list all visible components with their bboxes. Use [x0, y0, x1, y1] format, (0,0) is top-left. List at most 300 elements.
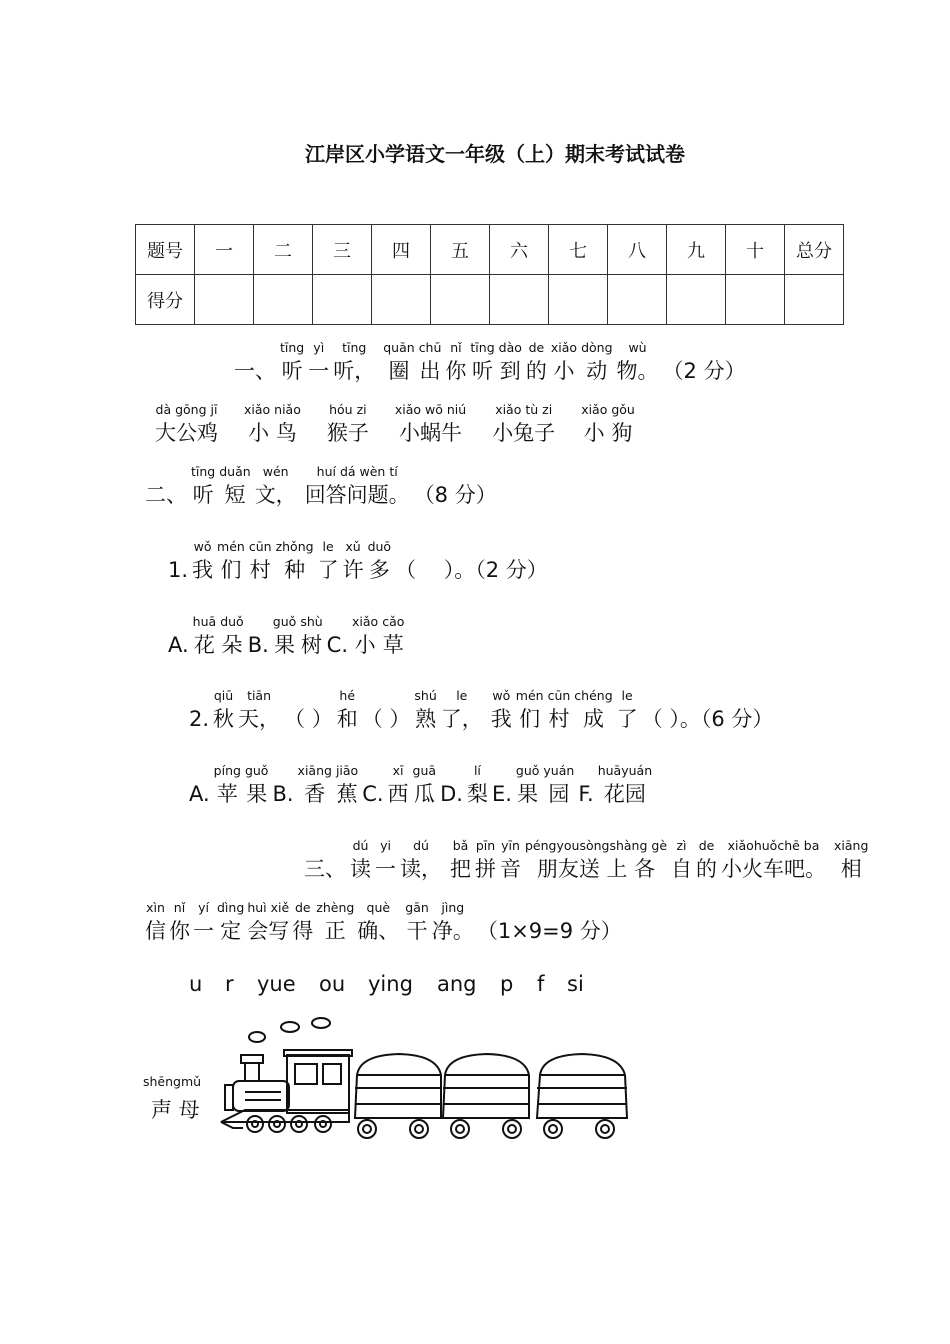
pinyin	[642, 688, 774, 704]
char-group	[327, 402, 369, 448]
score-row-label: 得分	[136, 275, 195, 325]
pinyin: de	[294, 900, 311, 915]
hanzi: 苹	[216, 782, 238, 806]
hanzi: 村	[249, 558, 271, 582]
char-group	[400, 838, 442, 884]
hanzi: 物。	[616, 359, 659, 383]
char-group	[551, 340, 577, 386]
char-group	[220, 614, 244, 660]
score-header-cell: 四	[372, 225, 431, 275]
pinyin: huì xiě	[247, 900, 290, 915]
wheel	[503, 1120, 521, 1138]
hanzi: 一	[375, 857, 396, 881]
char-group	[414, 464, 497, 510]
char-group	[450, 838, 471, 884]
hanzi: 花园	[603, 782, 646, 806]
wheel-hub	[601, 1125, 609, 1133]
hanzi: 果	[517, 782, 539, 806]
char-group	[543, 763, 574, 809]
pinyin: guǒ	[515, 763, 540, 778]
pinyin: pīn	[475, 838, 496, 853]
hanzi: 朋友送 上 各	[536, 857, 656, 881]
char-group	[445, 340, 466, 386]
char-group	[492, 763, 512, 809]
hanzi: 会写	[247, 919, 290, 943]
score-cell[interactable]	[313, 275, 372, 325]
char-group	[414, 688, 436, 734]
pinyin	[327, 614, 348, 630]
hanzi: 相	[840, 857, 862, 881]
pinyin: tīng	[342, 340, 367, 355]
char-group	[273, 614, 297, 660]
char-group	[213, 688, 234, 734]
score-header-cell: 二	[254, 225, 313, 275]
pinyin: bǎ	[452, 838, 469, 853]
char-group	[357, 900, 399, 946]
pinyin	[248, 614, 269, 630]
pinyin: yuán	[543, 763, 575, 778]
hanzi: （ ）。（6 分）	[641, 707, 774, 731]
pinyin	[395, 539, 548, 555]
hanzi: 们	[519, 707, 541, 731]
pinyin: hóu zi	[329, 402, 367, 417]
pinyin: yì	[313, 340, 325, 355]
pinyin: nǐ	[450, 340, 462, 355]
pinyin: xiǎo tù zi	[495, 402, 553, 417]
score-cell[interactable]	[195, 275, 254, 325]
pinyin: xiǎo	[550, 340, 578, 355]
train-illustration	[215, 1010, 645, 1145]
pinyin	[414, 464, 497, 480]
pinyin: cūn	[547, 688, 571, 703]
score-table-header-row	[136, 225, 844, 275]
char-group	[284, 688, 333, 734]
hanzi: 我	[192, 558, 214, 582]
char-group	[362, 688, 411, 734]
wheel-hub	[363, 1125, 371, 1133]
hanzi: C.	[326, 633, 349, 657]
hanzi: 拼	[475, 857, 496, 881]
hanzi: 的	[525, 359, 547, 383]
train-label: 声 母	[151, 1098, 200, 1122]
pinyin: yīn	[501, 838, 520, 853]
pinyin: xǔ	[345, 539, 361, 554]
char-group	[413, 763, 437, 809]
pinyin	[362, 763, 383, 779]
hanzi: 园	[548, 782, 570, 806]
hanzi: 小 鸟	[248, 421, 297, 445]
pinyin	[272, 763, 293, 779]
pinyin: tīng	[280, 340, 305, 355]
char-group	[467, 763, 488, 809]
hanzi: 蕉	[336, 782, 358, 806]
hanzi: （2 分）	[662, 359, 746, 383]
char-group	[441, 688, 483, 734]
wheel-hub	[415, 1125, 423, 1133]
pinyin-card[interactable]: f	[537, 972, 545, 996]
pinyin: jìng	[441, 900, 465, 915]
wagon-1	[355, 1054, 441, 1118]
char-group	[192, 539, 213, 585]
score-cell[interactable]	[549, 275, 608, 325]
pinyin-card[interactable]: u	[189, 972, 203, 996]
pinyin: duǒ	[220, 614, 244, 629]
score-cell[interactable]	[254, 275, 313, 325]
char-group	[155, 402, 218, 448]
char-group	[238, 688, 280, 734]
char-group	[368, 539, 392, 585]
hanzi: 动	[586, 359, 608, 383]
char-group	[405, 900, 429, 946]
hanzi: （ ）	[361, 707, 411, 731]
pinyin: dà gōng jī	[155, 402, 218, 417]
char-group	[298, 763, 332, 809]
pinyin: xiǎohuǒchē ba	[727, 838, 820, 853]
pinyin: cǎo	[382, 614, 405, 629]
hanzi: 大公鸡	[155, 421, 218, 445]
pinyin-card[interactable]: ying	[368, 972, 413, 996]
char-group	[395, 539, 548, 585]
hanzi: 们	[220, 558, 242, 582]
pinyin: huāyuán	[597, 763, 653, 778]
char-group	[327, 614, 348, 660]
char-group	[578, 763, 593, 809]
pinyin-card[interactable]: p	[500, 972, 514, 996]
pinyin: dú	[413, 838, 429, 853]
hanzi: 草	[382, 633, 404, 657]
locomotive	[221, 1050, 352, 1128]
char-group	[169, 900, 190, 946]
char-group	[292, 900, 313, 946]
hanzi: 西	[387, 782, 409, 806]
pinyin: xī	[392, 763, 404, 778]
pinyin: xiǎo niǎo	[244, 402, 301, 417]
hanzi: 的	[696, 857, 718, 881]
wheel-hub	[549, 1125, 557, 1133]
hanzi: 小蜗牛	[399, 421, 463, 445]
pinyin: wǒ	[193, 539, 212, 554]
wheel	[451, 1120, 469, 1138]
hanzi: 你	[445, 359, 467, 383]
smoke-puff	[312, 1018, 330, 1028]
hanzi: 树	[300, 633, 322, 657]
hanzi: 一、	[234, 359, 276, 383]
pinyin: duǎn	[219, 464, 251, 479]
pinyin	[304, 838, 346, 854]
hanzi: 成	[582, 707, 604, 731]
hanzi: 许	[342, 558, 364, 582]
pinyin-card[interactable]: ou	[319, 972, 346, 996]
pinyin: jiāo	[335, 763, 359, 778]
char-group	[214, 763, 241, 809]
char-group	[696, 838, 717, 884]
pinyin: xiāng	[834, 838, 869, 853]
char-group	[500, 838, 521, 884]
char-group	[395, 402, 466, 448]
hanzi: 信	[145, 919, 166, 943]
score-header-cell: 题号	[136, 225, 195, 275]
char-group	[305, 464, 410, 510]
wheel	[596, 1120, 614, 1138]
score-header-cell: 五	[431, 225, 490, 275]
hanzi: （ ）。（2 分）	[395, 558, 548, 582]
pinyin: dòng	[581, 340, 613, 355]
pinyin: huí dá wèn tí	[316, 464, 398, 479]
wheel-hub	[508, 1125, 516, 1133]
score-cell[interactable]	[372, 275, 431, 325]
char-group	[217, 539, 245, 585]
char-group	[617, 340, 659, 386]
hanzi: 出	[419, 359, 441, 383]
char-group	[234, 340, 276, 386]
score-header-cell: 总分	[785, 225, 844, 275]
char-group	[244, 402, 301, 448]
hanzi: 天，	[238, 707, 281, 731]
hanzi: 种	[284, 558, 306, 582]
pinyin	[492, 763, 512, 779]
pinyin: de	[528, 340, 545, 355]
char-group	[247, 900, 289, 946]
char-group	[581, 340, 612, 386]
smoke-puff	[281, 1022, 299, 1032]
hanzi: 把	[450, 857, 471, 881]
pinyin-card[interactable]: r	[225, 972, 234, 996]
hanzi: 小火车吧。	[721, 857, 827, 881]
char-group	[362, 763, 383, 809]
hanzi: B.	[272, 782, 294, 806]
pinyin	[189, 688, 209, 704]
pinyin: chéng	[574, 688, 613, 703]
question-2-options-1	[168, 614, 408, 660]
char-group	[193, 614, 217, 660]
char-group	[475, 838, 496, 884]
char-group	[663, 340, 746, 386]
wheel	[269, 1116, 285, 1132]
hanzi: 瓜	[413, 782, 435, 806]
char-group	[280, 340, 304, 386]
char-group	[191, 464, 215, 510]
char-group	[499, 340, 522, 386]
question-2-heading	[145, 464, 501, 510]
pinyin: tīng	[470, 340, 495, 355]
smoke-puff	[249, 1032, 265, 1042]
pinyin	[189, 763, 210, 779]
char-group	[375, 838, 396, 884]
score-header-cell: 六	[490, 225, 549, 275]
score-table-score-row	[136, 275, 844, 325]
pinyin-card[interactable]: si	[567, 972, 584, 996]
score-table	[135, 224, 844, 325]
hanzi: 了	[317, 558, 339, 582]
char-group	[525, 838, 667, 884]
wagon-2	[443, 1054, 529, 1118]
pinyin: xiāng	[297, 763, 332, 778]
char-group	[300, 614, 322, 660]
char-group	[193, 900, 214, 946]
page-title: 江岸区小学语文一年级（上）期末考试试卷	[305, 142, 685, 166]
char-group	[642, 688, 774, 734]
pinyin: péngyousòngshàng gè	[525, 838, 668, 853]
hanzi: 和	[336, 707, 358, 731]
hanzi: 听	[281, 359, 303, 383]
char-group	[337, 688, 358, 734]
pinyin: qiū	[213, 688, 234, 703]
char-group	[383, 340, 414, 386]
hanzi: （ ）	[284, 707, 333, 731]
char-group	[721, 838, 826, 884]
pinyin: píng	[213, 763, 241, 778]
char-group	[834, 838, 868, 884]
pinyin	[145, 464, 187, 480]
pinyin: wù	[628, 340, 647, 355]
wheel	[358, 1120, 376, 1138]
char-group	[516, 763, 540, 809]
wheel	[544, 1120, 562, 1138]
pinyin: dú	[352, 838, 369, 853]
pinyin: xiǎo wō niú	[394, 402, 467, 417]
wheel-hub	[296, 1121, 302, 1127]
hanzi: C.	[362, 782, 384, 806]
char-group	[168, 539, 188, 585]
pinyin: wén	[262, 464, 289, 479]
score-header-cell: 七	[549, 225, 608, 275]
char-group	[168, 614, 189, 660]
char-group	[255, 464, 297, 510]
char-group	[189, 688, 209, 734]
pinyin: què	[366, 900, 391, 915]
pinyin: quān	[383, 340, 415, 355]
pinyin: guǒ	[272, 614, 297, 629]
score-cell[interactable]	[608, 275, 667, 325]
char-group	[516, 688, 544, 734]
train-label-pinyin: shēngmǔ	[143, 1074, 202, 1089]
char-group	[440, 763, 463, 809]
hanzi: （8 分）	[413, 483, 497, 507]
pinyin-card[interactable]: yue	[257, 972, 296, 996]
hanzi: 一	[193, 919, 214, 943]
hanzi: 多	[368, 558, 390, 582]
pinyin: lí	[473, 763, 481, 778]
char-group	[336, 763, 358, 809]
char-group	[526, 340, 547, 386]
char-group	[574, 688, 612, 734]
hanzi: 文，	[254, 483, 297, 507]
hanzi: D.	[440, 782, 463, 806]
hanzi: 自	[671, 857, 693, 881]
score-cell[interactable]	[726, 275, 785, 325]
pinyin-card[interactable]: ang	[437, 972, 477, 996]
char-group	[581, 402, 635, 448]
hanzi: 音	[500, 857, 521, 881]
pinyin: mén	[217, 539, 245, 554]
pinyin: guā	[412, 763, 437, 778]
char-group	[145, 900, 166, 946]
hanzi: 一	[308, 359, 330, 383]
pinyin: nǐ	[173, 900, 186, 915]
hanzi: 回答问题。	[304, 483, 410, 507]
pinyin: tīng	[191, 464, 216, 479]
char-group	[492, 402, 555, 448]
pinyin: zhèng	[316, 900, 355, 915]
hanzi: 秋	[213, 707, 235, 731]
char-group	[491, 688, 512, 734]
hanzi: 正	[324, 919, 346, 943]
pinyin: de	[698, 838, 715, 853]
pinyin: hé	[339, 688, 356, 703]
pinyin: le	[621, 688, 633, 703]
pinyin: gān	[405, 900, 429, 915]
char-group	[382, 614, 404, 660]
pinyin	[440, 763, 463, 779]
pinyin	[234, 340, 276, 356]
pinyin	[477, 900, 622, 916]
score-cell[interactable]	[785, 275, 844, 325]
score-header-cell: 十	[726, 225, 785, 275]
hanzi: 花	[193, 633, 215, 657]
hanzi: 1.	[168, 558, 189, 582]
pinyin: dìng	[217, 900, 245, 915]
char-group	[304, 838, 346, 884]
hanzi: 读，	[400, 857, 442, 881]
char-group	[217, 900, 244, 946]
score-cell[interactable]	[490, 275, 549, 325]
hanzi: B.	[247, 633, 269, 657]
char-group	[333, 340, 375, 386]
pinyin: yí	[198, 900, 209, 915]
hanzi: 了	[616, 707, 638, 731]
pinyin: xiǎo gǒu	[581, 402, 635, 417]
hanzi: 朵	[221, 633, 243, 657]
score-header-cell: 八	[608, 225, 667, 275]
pinyin	[663, 340, 746, 356]
char-group	[617, 688, 638, 734]
hanzi: 村	[548, 707, 570, 731]
pinyin: mén	[515, 688, 544, 703]
pinyin: wǒ	[492, 688, 511, 703]
score-cell[interactable]	[667, 275, 726, 325]
hanzi: 小	[354, 633, 376, 657]
pinyin: zì	[676, 838, 687, 853]
hanzi: 2.	[189, 707, 210, 731]
hanzi: 香	[304, 782, 326, 806]
hanzi: 了，	[440, 707, 483, 731]
pinyin: shú	[414, 688, 437, 703]
hanzi: A.	[189, 782, 210, 806]
score-cell[interactable]	[431, 275, 490, 325]
question-2-sentence-1	[168, 539, 552, 585]
hanzi: 得	[292, 919, 314, 943]
hanzi: 小兔子	[492, 421, 556, 445]
pinyin: guǒ	[244, 763, 269, 778]
hanzi: 听，	[333, 359, 376, 383]
pinyin	[578, 763, 593, 779]
pinyin: chū	[418, 340, 442, 355]
hanzi: 确、	[357, 919, 400, 943]
hanzi: 果	[274, 633, 296, 657]
char-group	[432, 900, 474, 946]
wheel	[247, 1116, 263, 1132]
pinyin	[168, 614, 189, 630]
hanzi: 小 狗	[583, 421, 633, 445]
pinyin	[284, 688, 333, 704]
char-group	[419, 340, 442, 386]
pinyin: le	[322, 539, 334, 554]
pinyin: shù	[300, 614, 323, 629]
pinyin: dào	[498, 340, 522, 355]
char-group	[352, 614, 378, 660]
char-group	[245, 763, 269, 809]
score-header-cell: 一	[195, 225, 254, 275]
